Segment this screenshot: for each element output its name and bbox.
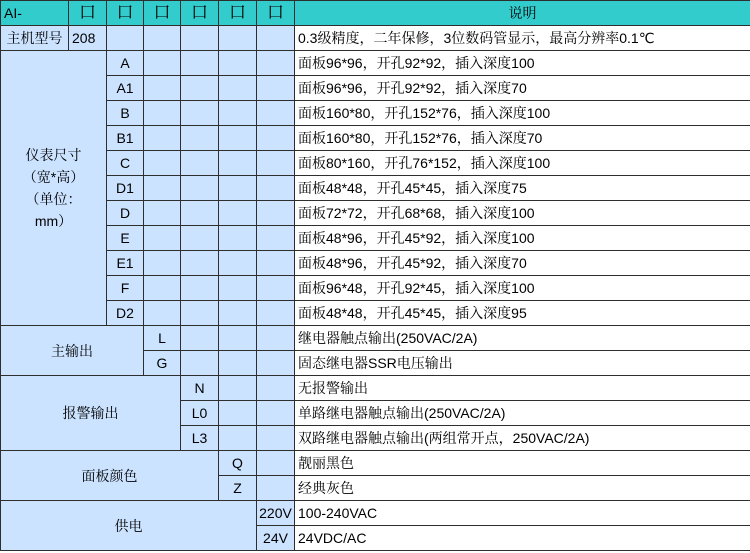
size-code: E	[107, 226, 144, 251]
model-prefix: AI-	[1, 1, 69, 26]
panel-color-row	[1, 451, 750, 476]
power-desc: 100-240VAC	[295, 501, 750, 526]
size-code: D1	[107, 176, 144, 201]
size-desc: 面板96*96，开孔92*92，插入深度70	[295, 76, 750, 101]
main-model-value: 208	[69, 26, 107, 51]
size-desc: 面板48*96，开孔45*92，插入深度70	[295, 251, 750, 276]
size-desc: 面板96*96，开孔92*92，插入深度100	[295, 51, 750, 76]
size-desc: 面板48*96，开孔45*92，插入深度100	[295, 226, 750, 251]
size-code: A1	[107, 76, 144, 101]
size-row	[1, 301, 750, 326]
size-desc: 面板80*160，开孔76*152，插入深度100	[295, 151, 750, 176]
alarm-output-code: L0	[181, 401, 219, 426]
size-code: B	[107, 101, 144, 126]
power-code: 24V	[257, 526, 295, 551]
size-label-line: （宽*高）	[22, 169, 85, 185]
main-output-code: L	[144, 326, 181, 351]
power-code: 220V	[257, 501, 295, 526]
main-model-row	[1, 26, 750, 51]
main-output-code: G	[144, 351, 181, 376]
size-row	[1, 201, 750, 226]
alarm-output-code: N	[181, 376, 219, 401]
slot-2: 口	[107, 1, 144, 26]
main-model-label: 主机型号	[1, 26, 69, 51]
size-row	[1, 101, 750, 126]
slot-5: 口	[219, 1, 257, 26]
power-row	[1, 501, 750, 526]
description-header: 说明	[295, 1, 750, 26]
panel-color-desc: 经典灰色	[295, 476, 750, 501]
size-desc: 面板72*72，开孔68*68，插入深度100	[295, 201, 750, 226]
size-label-line: mm）	[34, 213, 73, 229]
size-code: F	[107, 276, 144, 301]
size-label-line: 仪表尺寸	[25, 147, 82, 163]
alarm-output-desc: 双路继电器触点输出(两组常开点，250VAC/2A)	[295, 426, 750, 451]
panel-color-code: Q	[219, 451, 257, 476]
main-model-desc: 0.3级精度，二年保修，3位数码管显示，最高分辨率0.1℃	[295, 26, 750, 51]
size-row	[1, 76, 750, 101]
size-desc: 面板48*48，开孔45*45，插入深度95	[295, 301, 750, 326]
size-code: C	[107, 151, 144, 176]
size-row	[1, 276, 750, 301]
power-desc: 24VDC/AC	[295, 526, 750, 551]
panel-color-desc: 靓丽黑色	[295, 451, 750, 476]
size-row	[1, 176, 750, 201]
size-label-line: （单位：	[25, 191, 82, 207]
size-row	[1, 126, 750, 151]
header-row	[1, 1, 750, 26]
main-output-desc: 固态继电器SSR电压输出	[295, 351, 750, 376]
alarm-output-row	[1, 376, 750, 401]
slot-1: 口	[69, 1, 107, 26]
size-label	[1, 51, 107, 326]
size-desc: 面板160*80，开孔152*76，插入深度100	[295, 101, 750, 126]
main-output-row	[1, 326, 750, 351]
size-code: E1	[107, 251, 144, 276]
size-desc: 面板48*48，开孔45*45，插入深度75	[295, 176, 750, 201]
main-output-desc: 继电器触点输出(250VAC/2A)	[295, 326, 750, 351]
size-row	[1, 151, 750, 176]
size-row	[1, 226, 750, 251]
size-desc: 面板96*48，开孔92*45，插入深度100	[295, 276, 750, 301]
size-code: A	[107, 51, 144, 76]
slot-4: 口	[181, 1, 219, 26]
alarm-output-desc: 无报警输出	[295, 376, 750, 401]
power-label: 供电	[1, 501, 257, 551]
slot-3: 口	[144, 1, 181, 26]
panel-color-label: 面板颜色	[1, 451, 219, 501]
size-row	[1, 51, 750, 76]
size-code: B1	[107, 126, 144, 151]
panel-color-code: Z	[219, 476, 257, 501]
alarm-output-desc: 单路继电器触点输出(250VAC/2A)	[295, 401, 750, 426]
size-desc: 面板160*80，开孔152*76，插入深度70	[295, 126, 750, 151]
slot-6: 口	[257, 1, 295, 26]
size-row	[1, 251, 750, 276]
size-code: D2	[107, 301, 144, 326]
main-output-label: 主输出	[1, 326, 144, 376]
alarm-output-code: L3	[181, 426, 219, 451]
size-code: D	[107, 201, 144, 226]
alarm-output-label: 报警输出	[1, 376, 181, 451]
